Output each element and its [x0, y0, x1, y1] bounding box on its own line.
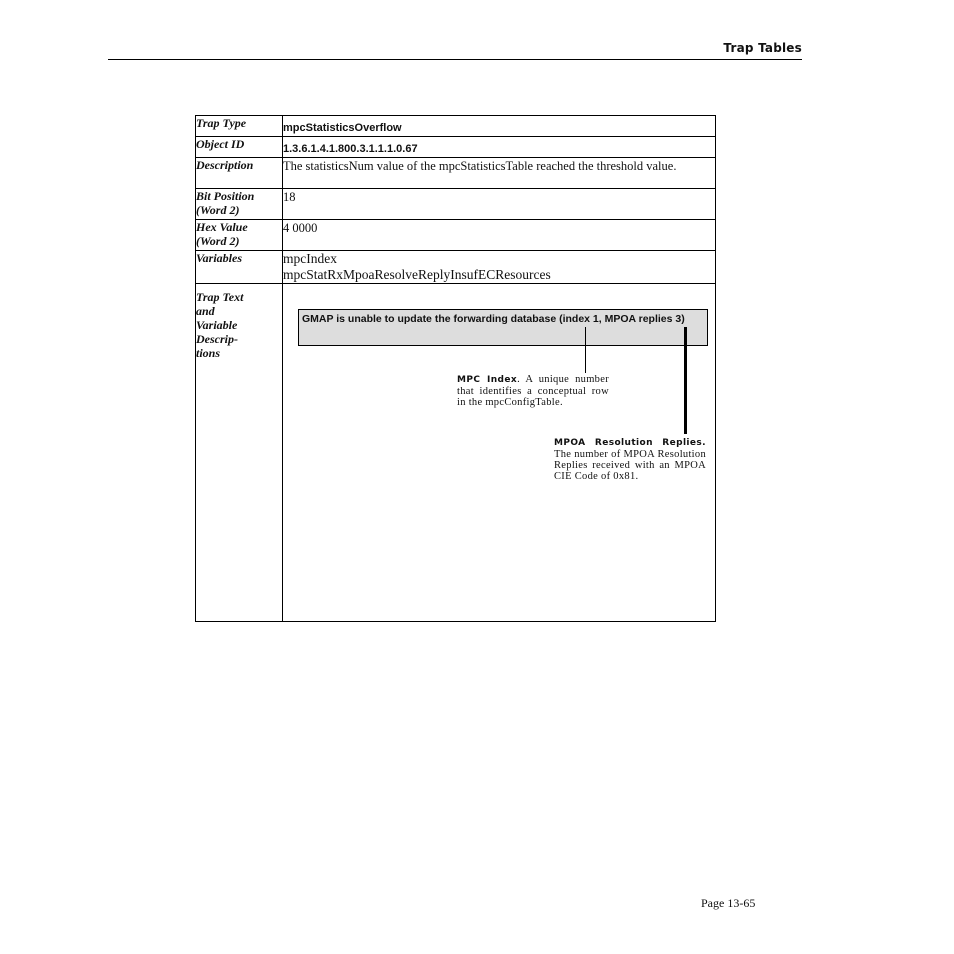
mpoa-replies-leader-line	[684, 327, 687, 434]
trap-message-box	[298, 309, 708, 346]
object-id-label: Object ID	[196, 137, 283, 158]
bit-position-label-line1: Bit Position	[196, 189, 255, 203]
hex-value-label	[196, 220, 283, 251]
mpoa-replies-note-text: The number of MPOA Resolution Replies received with an MPOA CIE Code of 0x81.	[554, 449, 706, 482]
trap-text-label-line: Trap Text	[196, 290, 244, 304]
header-rule	[108, 59, 802, 60]
description-row	[196, 158, 716, 189]
trap-text-label-line: Descrip-	[196, 332, 238, 346]
variables-label: Variables	[196, 251, 283, 284]
description-value: The statisticsNum value of the mpcStatisticsTable reached the threshold value.	[283, 158, 716, 189]
description-label: Description	[196, 158, 283, 189]
variables-row	[196, 251, 716, 284]
page-number: Page 13-65	[701, 896, 756, 910]
bit-position-label	[196, 189, 283, 220]
trap-type-row	[196, 116, 716, 137]
variable-item: mpcIndex	[283, 251, 337, 266]
mpc-index-note	[457, 374, 609, 408]
mpoa-replies-note	[554, 437, 706, 482]
trap-text-label-line: and	[196, 304, 215, 318]
variables-value	[283, 251, 716, 284]
hex-value-label-line2: (Word 2)	[196, 234, 240, 248]
trap-text-row	[196, 284, 716, 622]
trap-message-text: GMAP is unable to update the forwarding database (index 1, MPOA replies 3)	[302, 313, 685, 325]
mpc-index-note-title: MPC Index	[457, 375, 518, 385]
trap-text-label-line: Variable	[196, 318, 238, 332]
trap-text-label	[196, 284, 283, 622]
trap-type-label: Trap Type	[196, 116, 283, 137]
object-id-value: 1.3.6.1.4.1.800.3.1.1.1.0.67	[283, 137, 716, 158]
trap-table	[195, 115, 716, 622]
trap-text-diagram	[283, 284, 716, 622]
mpoa-replies-note-title: MPOA Resolution Replies.	[554, 438, 706, 448]
mpc-index-note-text: . A unique number that identifies a conceptual row in the mpcConfigTable.	[457, 374, 609, 408]
mpc-index-leader-line	[585, 327, 586, 373]
variable-item: mpcStatRxMpoaResolveReplyInsufECResources	[283, 267, 551, 282]
trap-type-value: mpcStatisticsOverflow	[283, 116, 716, 137]
hex-value-row	[196, 220, 716, 251]
trap-text-label-line: tions	[196, 346, 221, 360]
bit-position-label-line2: (Word 2)	[196, 203, 240, 217]
bit-position-row	[196, 189, 716, 220]
running-header-title: Trap Tables	[723, 41, 802, 55]
hex-value-value: 4 0000	[283, 220, 716, 251]
object-id-row	[196, 137, 716, 158]
hex-value-label-line1: Hex Value	[196, 220, 248, 234]
bit-position-value: 18	[283, 189, 716, 220]
